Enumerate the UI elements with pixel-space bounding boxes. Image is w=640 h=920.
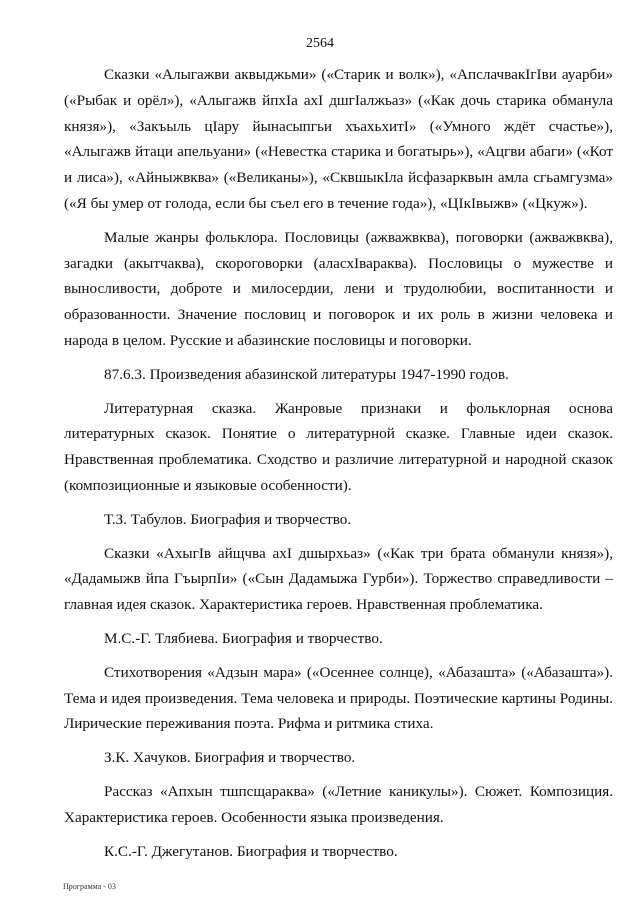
page-footer: Программа - 03 xyxy=(63,882,116,891)
paragraph-fairy-tales: Сказки «Алыгажви аквыджьми» («Старик и волк»), «АпслачвакIгIви ауарби» («Рыбак и орёл»), «Алыгажв йпхIа ахI дшгIалжьаз» («Как дочь старика обманула князя»), «Закъыль цIару йынасыпгьи хъахьхитI» («Умного ждёт счастье»), «Алыгажв йтаци апельуани» («Невестка старика и богатырь»), «Ацгви абаги» («Кот и лиса»), «Айныжвква» («Великаны»), «СквшыкIла йсфазарквын амла сгьамгузма» («Я бы умер от голода, если бы съел его в течение года»), «ЦIкIвыжв» («Цкуж»). xyxy=(64,66,613,212)
author-tabulov: Т.З. Табулов. Биография и творчество. xyxy=(104,510,352,528)
author-khachukov: З.К. Хачуков. Биография и творчество. xyxy=(104,749,356,767)
section-heading: 87.6.3. Произведения абазинской литературы 1947-1990 годов. xyxy=(104,365,509,383)
paragraph-khachukov-story: Рассказ «Апхын тшпсщараква» («Летние каникулы»). Сюжет. Композиция. Характеристика героев. Особенности языка произведения. xyxy=(64,782,613,826)
body-text xyxy=(64,62,613,864)
author-tlyabieva: М.С.-Г. Тлябиева. Биография и творчество. xyxy=(104,629,383,647)
author-dzhegutanov: К.С.-Г. Джегутанов. Биография и творчество. xyxy=(104,842,398,860)
paragraph-literary-tale: Литературная сказка. Жанровые признаки и фольклорная основа литературных сказок. Понятие о литературной сказке. Главные идеи сказок. Нравственная проблематика. Сходство и различие литературной и народной сказок (композиционные и языковые особенности). xyxy=(64,399,613,494)
paragraph-tlyabieva-poems: Стихотворения «Адзын мара» («Осеннее солнце), «Абазашта» («Абазашта»). Тема и идея произведения. Тема человека и природы. Поэтические картины Родины. Лирические переживания поэта. Рифма и ритмика стиха. xyxy=(64,663,613,733)
paragraph-tabulov-tales: Сказки «АхыгIв айщчва ахI дшырхьаз» («Как три брата обманули князя»), «Дадамыжв йпа ГъырпIи» («Сын Дадамыжа Гурби»). Торжество справедливости – главная идея сказок. Характеристика героев. Нравственная проблематика. xyxy=(64,544,613,614)
page-number: 2564 xyxy=(306,36,334,51)
paragraph-small-genres: Малые жанры фольклора. Пословицы (ажважвква), поговорки (ажважвква), загадки (акытчаква), скороговорки (аласхIвараква). Пословицы о мужестве и выносливости, доброте и милосердии, лени и трудолюбии, воспитанности и образованности. Значение пословиц и поговорок и их роль в жизни человека и народа в целом. Русские и абазинские пословицы и поговорки. xyxy=(64,228,613,349)
